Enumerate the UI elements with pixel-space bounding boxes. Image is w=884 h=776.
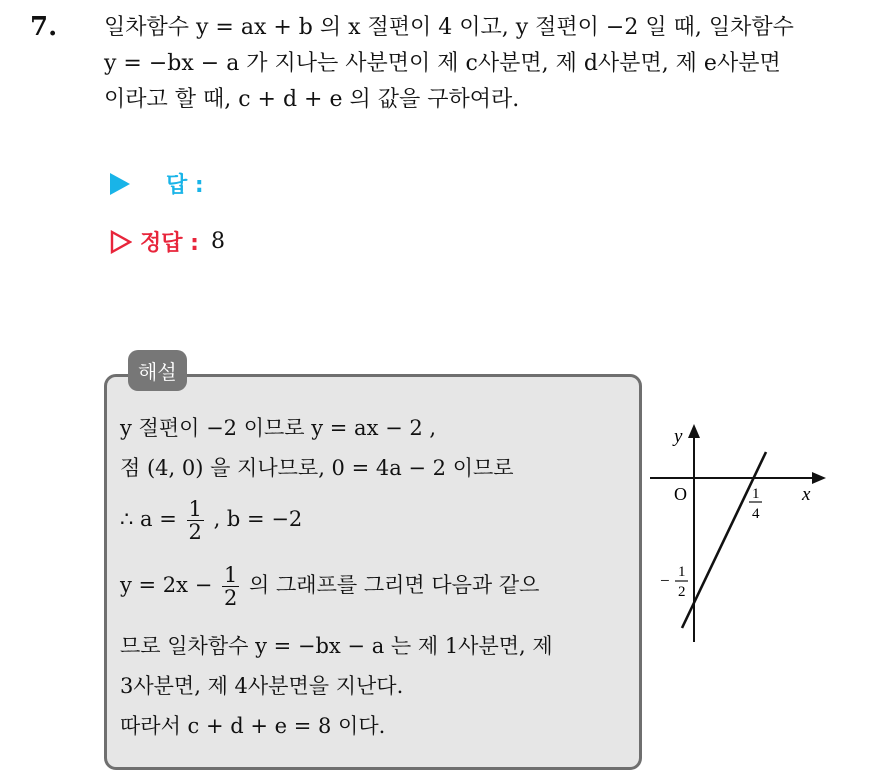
explanation-line: 점 (4, 0) 을 지나므로, 0 = 4a − 2 이므로	[120, 456, 514, 480]
y-intercept-denominator: 2	[678, 584, 686, 600]
correct-answer-value: 8	[210, 229, 225, 254]
explanation-line: 따라서 c + d + e = 8 이다.	[120, 714, 386, 738]
correct-answer-row	[110, 226, 225, 257]
x-axis-arrow-icon	[812, 472, 826, 484]
x-intercept-numerator: 1	[752, 486, 760, 502]
explanation-line: 므로 일차함수 y = −bx − a 는 제 1사분면, 제	[120, 634, 553, 658]
origin-label: O	[674, 484, 687, 504]
explanation-text: 의 그래프를 그리면 다음과 같으	[249, 573, 540, 598]
play-triangle-icon	[110, 173, 130, 195]
question-number: 7.	[30, 12, 58, 42]
line-graph	[648, 420, 828, 650]
question-line: 이라고 할 때, c + d + e 의 값을 구하여라.	[104, 87, 520, 112]
x-intercept-denominator: 4	[752, 506, 760, 522]
explanation-tab: 해설	[128, 350, 187, 391]
answer-row	[110, 168, 204, 199]
outline-triangle-icon	[110, 230, 132, 254]
answer-label: 답 :	[166, 173, 204, 198]
fraction	[222, 564, 239, 609]
fraction	[187, 498, 204, 543]
explanation-line-fraction	[120, 564, 539, 609]
explanation-text: , b = −2	[213, 507, 303, 532]
fraction-numerator: 1	[188, 497, 202, 521]
question-text	[104, 10, 874, 118]
explanation-text: ∴ a =	[120, 507, 177, 532]
fraction-numerator: 1	[223, 563, 238, 587]
y-intercept-numerator: 1	[678, 564, 686, 580]
explanation-line: 3사분면, 제 4사분면을 지난다.	[120, 674, 404, 698]
explanation-line-fraction	[120, 498, 302, 543]
question-line: y = −bx − a 가 지나는 사분면이 제 c사분면, 제 d사분면, 제 e사분면	[104, 51, 781, 76]
explanation-text: y = 2x −	[120, 573, 213, 598]
fraction-denominator: 2	[223, 586, 238, 611]
y-axis-label: y	[674, 426, 683, 447]
fraction-denominator: 2	[188, 520, 202, 545]
y-intercept-sign: −	[660, 571, 670, 590]
y-axis-arrow-icon	[688, 424, 700, 438]
question-line: 일차함수 y = ax + b 의 x 절편이 4 이고, y 절편이 −2 일 때, 일차함수	[104, 15, 794, 40]
explanation-line: y 절편이 −2 이므로 y = ax − 2 ,	[120, 416, 437, 440]
x-axis-label: x	[802, 484, 811, 505]
correct-answer-label: 정답 :	[140, 231, 199, 256]
